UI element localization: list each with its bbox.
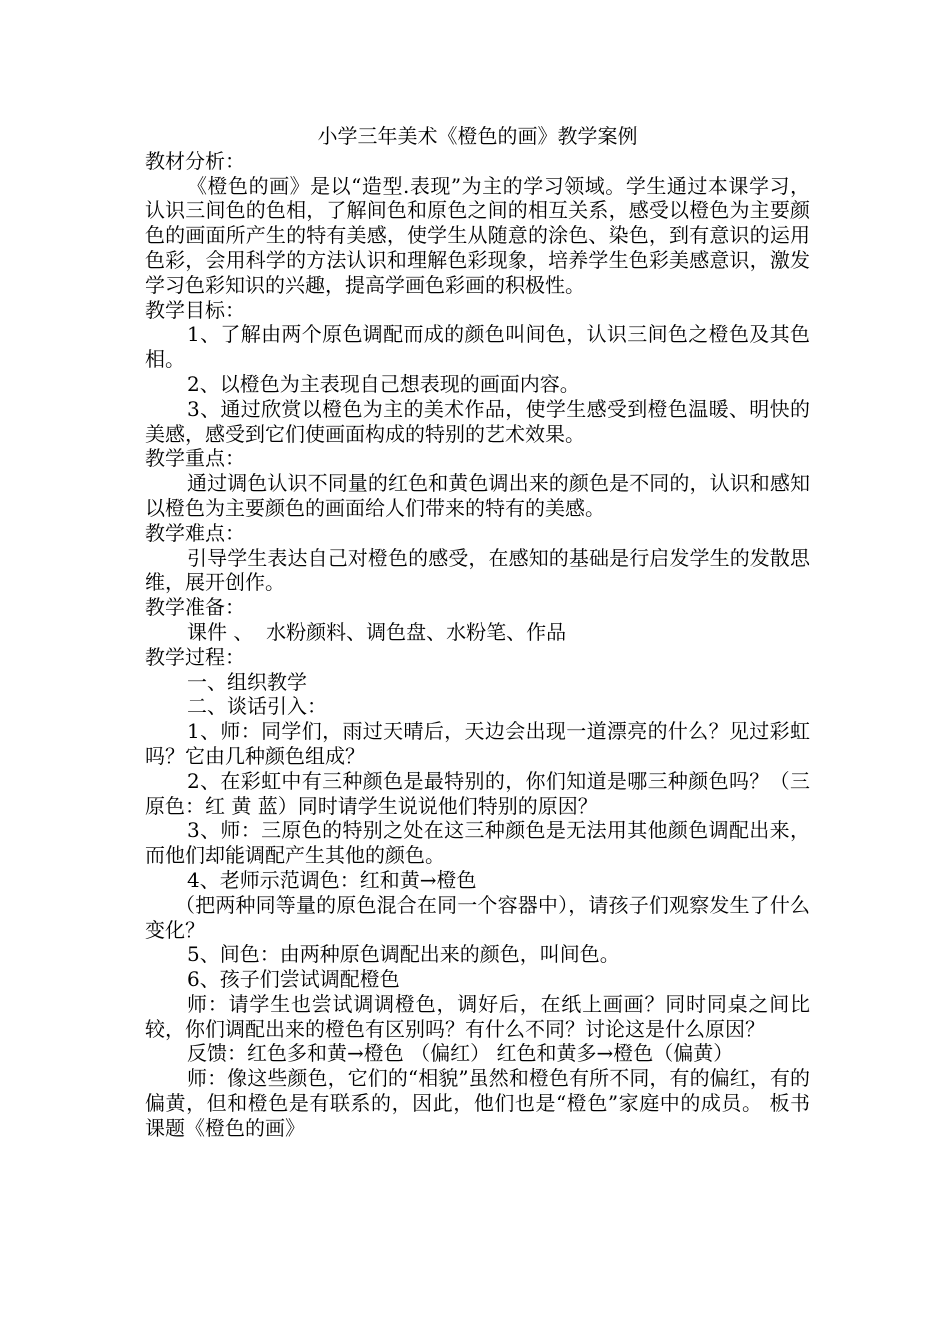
heading-materials-analysis: 教材分析： bbox=[145, 148, 245, 173]
document-title: 小学三年美术《橙色的画》教学案例 bbox=[317, 124, 638, 148]
paragraph-key-points: 通过调色认识不同量的红色和黄色调出来的颜色是不同的，认识和感知以橙色为主要颜色的画面给人们带来的特有的美感。 bbox=[145, 471, 810, 520]
paragraph-difficulties: 引导学生表达自己对橙色的感受，在感知的基础是行启发学生的发散思维，展开创作。 bbox=[145, 545, 810, 595]
process-item-6: 6、孩子们尝试调配橙色 bbox=[187, 967, 400, 992]
heading-process: 教学过程： bbox=[145, 644, 245, 669]
process-teacher-instruction: 师：请学生也尝试调调橙色，调好后，在纸上画画？同时同桌之间比较，你们调配出来的橙色有区别吗？有什么不同？讨论这是什么原因？ bbox=[145, 991, 810, 1041]
process-step-intro: 二、谈话引入： bbox=[187, 694, 327, 719]
process-teacher-summary: 师：像这些颜色，它们的“相貌”虽然和橙色有所不同，有的偏红，有的偏黄，但和橙色是有联系的，因此，他们也是“橙色”家庭中的成员。 板书课题《橙色的画》 bbox=[145, 1066, 810, 1140]
heading-difficulties: 教学难点： bbox=[145, 520, 245, 545]
process-item-4: 4、老师示范调色：红和黄→橙色 bbox=[187, 867, 477, 892]
process-item-5: 5、间色：由两种原色调配出来的颜色，叫间色。 bbox=[187, 942, 620, 967]
paragraph-materials-analysis: 《橙色的画》是以“造型.表现”为主的学习领域。学生通过本课学习，认识三间色的色相，了解间色和原色之间的相互关系，感受以橙色为主要颜色的画面所产生的特有美感，使学生从随意的涂色、染色，到有意识的运用色彩，会用科学的方法认识和理解色彩现象，培养学生色彩美感意识，激发学习色彩知识的兴趣，提高学画色彩画的积极性。 bbox=[145, 173, 810, 297]
process-item-2: 2、在彩虹中有三种颜色是最特别的，你们知道是哪三种颜色吗？（三原色：红 黄 蓝）同时请学生说说他们特别的原因？ bbox=[145, 768, 810, 818]
goal-item-3: 3、通过欣赏以橙色为主的美术作品，使学生感受到橙色温暖、明快的美感，感受到它们使画面构成的特别的艺术效果。 bbox=[145, 396, 810, 446]
process-item-3: 3、师：三原色的特别之处在这三种颜色是无法用其他颜色调配出来，而他们却能调配产生其他的颜色。 bbox=[145, 818, 810, 868]
heading-key-points: 教学重点： bbox=[145, 446, 245, 471]
process-step-organize: 一、组织教学 bbox=[187, 669, 307, 694]
process-feedback: 反馈：红色多和黄→橙色 （偏红） 红色和黄多→橙色（偏黄） bbox=[187, 1041, 734, 1066]
document-page bbox=[145, 124, 810, 1141]
heading-preparation: 教学准备： bbox=[145, 595, 245, 620]
goal-item-2: 2、以橙色为主表现自己想表现的画面内容。 bbox=[187, 371, 580, 396]
process-item-1: 1、师：同学们，雨过天晴后，天边会出现一道漂亮的什么？见过彩虹吗？它由几种颜色组成？ bbox=[145, 719, 810, 768]
heading-teaching-goals: 教学目标： bbox=[145, 297, 245, 322]
paragraph-preparation: 课件 、 水粉颜料、调色盘、水粉笔、作品 bbox=[187, 619, 567, 644]
goal-item-1: 1、了解由两个原色调配而成的颜色叫间色，认识三间色之橙色及其色相。 bbox=[145, 322, 810, 372]
process-item-4-note: （把两种同等量的原色混合在同一个容器中），请孩子们观察发生了什么变化？ bbox=[145, 892, 810, 942]
